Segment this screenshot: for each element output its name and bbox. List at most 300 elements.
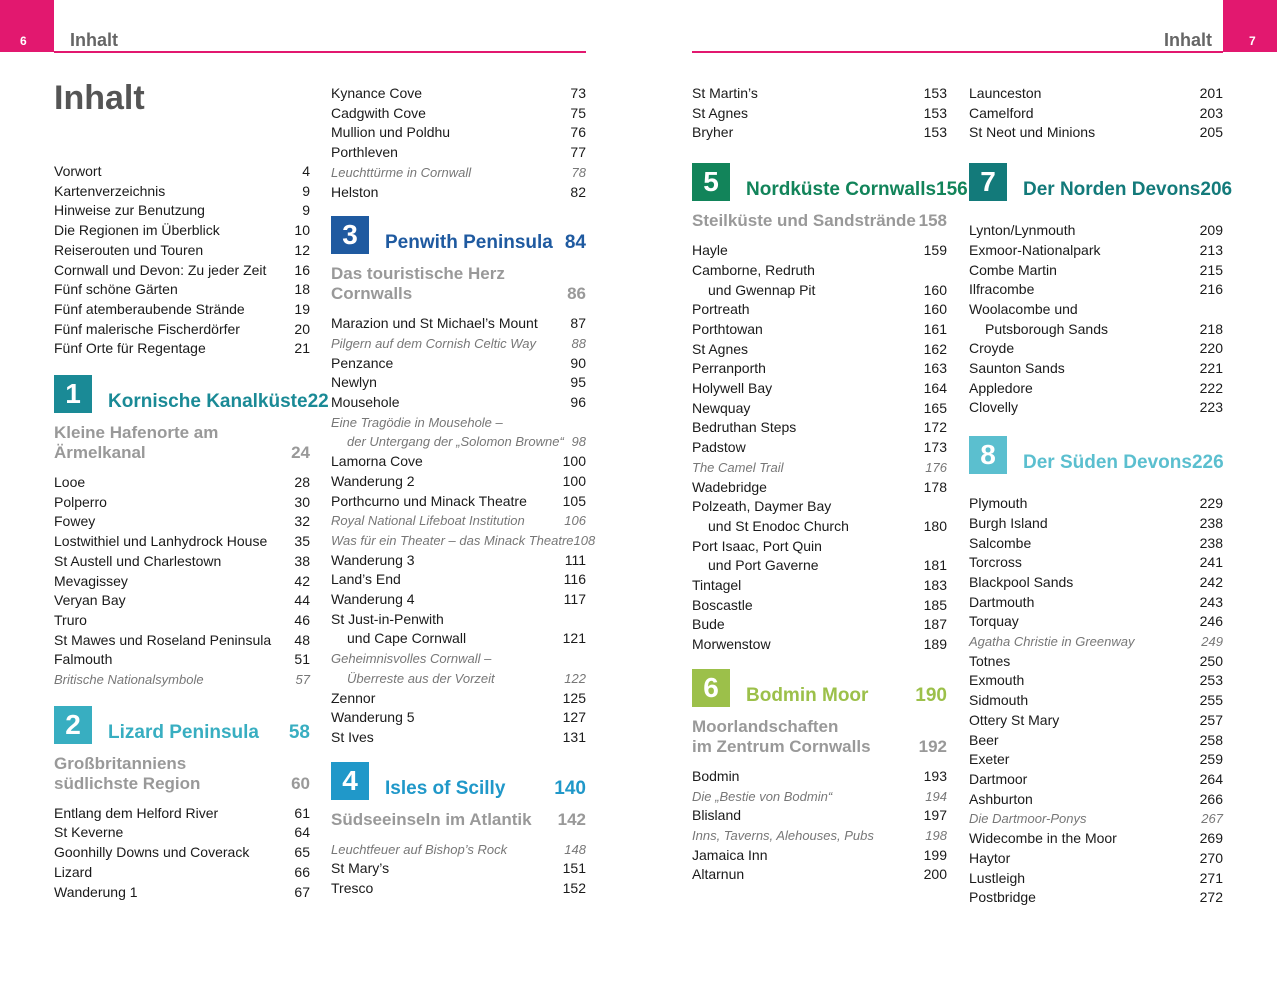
toc-entry (331, 314, 586, 334)
toc-entry-title: Bryher (692, 124, 734, 141)
toc-entry-title: Fünf Orte für Regentage (54, 340, 206, 357)
toc-entry-title: Lustleigh (969, 869, 1026, 886)
toc-entry (54, 261, 310, 281)
toc-entry (969, 731, 1223, 751)
toc-entry-title: Bodmin (692, 767, 740, 784)
chapter-2-heading (54, 706, 310, 744)
toc-entry (969, 320, 1223, 340)
toc-entry-title: Wanderung 5 (331, 709, 415, 726)
toc-entry-page: 117 (563, 591, 586, 608)
toc-entry-title: St Mawes und Roseland Peninsula (54, 631, 272, 648)
toc-entry-page: 32 (294, 513, 310, 530)
toc-entry-title: Blisland (692, 807, 742, 824)
toc-entry (331, 708, 586, 728)
toc-entry-title: Ottery St Mary (969, 711, 1060, 728)
toc-entry-title: Penzance (331, 354, 394, 371)
toc-entry-page: 116 (563, 571, 586, 588)
toc-entry (692, 458, 947, 478)
chapter-7-list (969, 221, 1223, 418)
toc-entry-page: 250 (1199, 652, 1223, 669)
toc-entry-title: Bedruthan Steps (692, 419, 797, 436)
toc-entry-title: Veryan Bay (54, 592, 126, 609)
toc-entry (969, 790, 1223, 810)
toc-entry (692, 261, 947, 281)
toc-entry-title: Cornwall und Devon: Zu jeder Zeit (54, 261, 267, 278)
toc-entry-title: Blackpool Sands (969, 573, 1074, 590)
toc-entry (692, 438, 947, 458)
chapter-number-badge: 8 (969, 436, 1007, 474)
toc-entry (331, 840, 586, 860)
toc-entry-page: 193 (923, 767, 947, 784)
toc-entry-title: Dartmoor (969, 770, 1028, 787)
toc-entry-page: 269 (1199, 830, 1223, 847)
toc-entry-title: Leuchtfeuer auf Bishop’s Rock (331, 841, 508, 857)
right-running-head: Inhalt (1164, 30, 1212, 50)
toc-entry (692, 418, 947, 438)
toc-entry-page: 218 (1199, 320, 1223, 337)
toc-entry-page: 197 (923, 807, 947, 824)
chapter-7-heading (969, 163, 1233, 201)
toc-entry-page: 257 (1199, 711, 1223, 728)
toc-entry (331, 452, 586, 472)
toc-entry-page: 152 (562, 880, 586, 897)
toc-entry-title: Porthcurno und Minack Theatre (331, 492, 527, 509)
toc-entry (54, 611, 310, 631)
toc-entry-page: 65 (294, 844, 310, 861)
toc-entry-page: 9 (302, 182, 310, 199)
toc-entry (331, 84, 586, 104)
toc-entry-page: 272 (1199, 889, 1223, 906)
toc-entry-page: 209 (1199, 222, 1223, 239)
toc-entry (969, 750, 1223, 770)
toc-entry (54, 320, 310, 340)
toc-entry-title: Wanderung 4 (331, 591, 415, 608)
toc-entry (969, 514, 1223, 534)
toc-entry-title: Widecombe in the Moor (969, 830, 1117, 847)
toc-entry-title: Haytor (969, 849, 1011, 866)
toc-entry-page: 151 (562, 860, 586, 877)
toc-entry (331, 511, 586, 531)
toc-entry-page: 264 (1199, 770, 1223, 787)
toc-entry-title: Lamorna Cove (331, 453, 423, 470)
toc-entry-page: 108 (573, 532, 596, 548)
toc-entry-title: Exeter (969, 751, 1010, 768)
toc-entry-page: 12 (294, 241, 310, 258)
toc-entry-page: 57 (295, 672, 310, 688)
toc-entry-title: und Cape Cornwall (347, 630, 467, 647)
toc-entry-title: Beer (969, 731, 999, 748)
toc-entry (692, 300, 947, 320)
toc-entry-page: 38 (294, 552, 310, 569)
toc-entry (331, 373, 586, 393)
toc-entry (969, 849, 1223, 869)
toc-entry-title: Fünf atemberaubende Strände (54, 300, 245, 317)
toc-entry (692, 596, 947, 616)
toc-entry-title: Überreste aus der Vorzeit (347, 670, 495, 686)
toc-entry (54, 493, 310, 513)
toc-entry-title: Launceston (969, 85, 1042, 101)
toc-entry (54, 572, 310, 592)
toc-entry (692, 281, 947, 301)
toc-entry-title: Reiserouten und Touren (54, 241, 204, 258)
chapter-4-subtitle: Südseeinseln im Atlantik 142 (331, 809, 586, 829)
toc-entry-page: 76 (570, 124, 586, 141)
toc-entry-title: Morwenstow (692, 636, 771, 653)
toc-entry (331, 728, 586, 748)
toc-entry-title: Plymouth (969, 495, 1028, 512)
chapter-8-list (969, 494, 1223, 908)
toc-entry (54, 221, 310, 241)
toc-entry-title: Looe (54, 474, 86, 491)
toc-entry-page: 131 (562, 728, 586, 745)
toc-entry-title: Portreath (692, 301, 750, 318)
chapter-title: Lizard Peninsula 58 (108, 721, 310, 743)
toc-entry-title: Wanderung 1 (54, 883, 138, 900)
toc-entry (969, 379, 1223, 399)
chapter-3-list (331, 314, 596, 747)
toc-entry (331, 143, 586, 163)
toc-entry (969, 652, 1223, 672)
toc-entry-page: 87 (570, 315, 586, 332)
toc-entry-title: Royal National Lifeboat Institution (331, 513, 525, 529)
toc-entry-page: 153 (923, 85, 947, 101)
toc-entry-title: Was für ein Theater – das Minack Theatre (331, 532, 574, 548)
toc-entry-title: Jamaica Inn (692, 846, 768, 863)
toc-entry (331, 590, 586, 610)
toc-entry (54, 804, 310, 824)
toc-entry-title: St Keverne (54, 824, 124, 841)
chapter-8-heading (969, 436, 1223, 474)
toc-entry (54, 863, 310, 883)
chapter-title: Nordküste Cornwalls 156 (746, 179, 968, 201)
toc-entry-title: Perranporth (692, 360, 766, 377)
toc-entry-page: 238 (1199, 534, 1223, 551)
toc-entry-page: 148 (564, 841, 586, 857)
toc-entry (331, 879, 586, 899)
toc-entry (969, 261, 1223, 281)
toc-entry (54, 650, 310, 670)
chapter-4-heading (331, 762, 586, 800)
toc-entry-page: 222 (1199, 379, 1223, 396)
toc-entry-page: 241 (1199, 554, 1223, 571)
chapter-title: Bodmin Moor 190 (746, 684, 947, 706)
toc-entry-page: 61 (294, 804, 310, 821)
toc-entry-title: Cadgwith Cove (331, 104, 426, 121)
toc-entry-title: St Just-in-Penwith (331, 610, 444, 627)
chapter-6-subtitle: Moorlandschaften im Zentrum Cornwalls 192 (692, 716, 947, 756)
toc-entry-title: Porthtowan (692, 320, 763, 337)
toc-entry-page: 20 (294, 320, 310, 337)
toc-entry-page: 78 (571, 164, 586, 180)
toc-entry-title: Totnes (969, 652, 1011, 669)
left-page-corner (0, 0, 54, 52)
toc-entry-page: 187 (923, 616, 947, 633)
toc-entry-title: Lizard (54, 863, 93, 880)
toc-entry-page: 77 (570, 144, 586, 161)
toc-entry (692, 399, 947, 419)
toc-entry-title: Tintagel (692, 577, 742, 594)
toc-column-2 (331, 84, 596, 899)
chapter-2-list (54, 804, 310, 903)
toc-entry-title: Leuchttürme in Cornwall (331, 164, 472, 180)
toc-entry-page: 198 (925, 827, 947, 843)
toc-entry-title: Torcross (969, 554, 1022, 571)
toc-entry-title: der Untergang der „Solomon Browne“ (347, 434, 564, 450)
toc-entry (331, 492, 586, 512)
toc-entry (692, 865, 947, 885)
toc-entry-page: 100 (562, 453, 586, 470)
chapter-title: Der Norden Devons 206 (1023, 179, 1233, 201)
toc-entry-title: Holywell Bay (692, 380, 773, 397)
toc-entry-page: 259 (1199, 751, 1223, 768)
toc-entry-page: 246 (1199, 613, 1223, 630)
toc-entry-title: St Martin’s (692, 85, 758, 101)
toc-entry-page: 18 (294, 281, 310, 298)
chapter-5-heading (692, 163, 968, 201)
toc-entry-page: 270 (1199, 849, 1223, 866)
toc-entry-page: 125 (562, 689, 586, 706)
toc-entry (969, 398, 1223, 418)
toc-entry-page: 67 (294, 883, 310, 900)
toc-entry-title: St Mary’s (331, 860, 390, 877)
toc-entry-page: 122 (564, 670, 586, 686)
toc-entry-title: Croyde (969, 340, 1015, 357)
toc-entry (692, 359, 947, 379)
intro-list (54, 162, 310, 359)
toc-column-1 (54, 78, 329, 902)
toc-entry-page: 111 (564, 551, 586, 568)
toc-entry-title: Burgh Island (969, 514, 1048, 531)
toc-entry-title: Die Dartmoor-Ponys (969, 811, 1087, 827)
toc-entry-title: Fünf schöne Gärten (54, 281, 178, 298)
toc-entry-title: und Port Gaverne (708, 557, 819, 574)
left-page-number: 6 (20, 34, 27, 48)
toc-entry-page: 48 (294, 631, 310, 648)
toc-entry-title: Saunton Sands (969, 360, 1065, 377)
toc-entry-title: Agatha Christie in Greenway (969, 634, 1135, 650)
toc-entry-page: 200 (923, 866, 947, 883)
toc-entry-page: 213 (1199, 241, 1223, 258)
toc-entry-page: 243 (1199, 593, 1223, 610)
toc-entry-page: 9 (302, 202, 310, 219)
toc-entry (331, 629, 586, 649)
toc-entry (331, 354, 586, 374)
toc-entry-page: 75 (570, 104, 586, 121)
toc-entry (331, 472, 586, 492)
chapter-2-subtitle: Großbritanniens südlichste Region 60 (54, 753, 310, 793)
toc-entry (692, 537, 947, 557)
toc-entry (969, 829, 1223, 849)
toc-entry-page: 127 (562, 709, 586, 726)
toc-entry-page: 249 (1201, 634, 1223, 650)
toc-entry-page: 44 (294, 592, 310, 609)
toc-entry-page: 194 (925, 788, 947, 804)
toc-entry-title: Kynance Cove (331, 85, 423, 101)
toc-entry (969, 339, 1223, 359)
toc-entry-page: 180 (923, 517, 947, 534)
toc-entry (331, 104, 586, 124)
toc-entry-page: 220 (1199, 340, 1223, 357)
toc-entry-page: 242 (1199, 573, 1223, 590)
toc-entry-title: Dartmouth (969, 593, 1035, 610)
toc-entry-title: Hayle (692, 242, 728, 259)
chapter-4-continued-list (692, 84, 947, 143)
toc-entry-page: 223 (1199, 399, 1223, 416)
toc-entry-page: 21 (294, 340, 310, 357)
toc-entry (54, 473, 310, 493)
toc-entry-page: 176 (925, 459, 947, 475)
toc-entry-title: Inns, Taverns, Alehouses, Pubs (692, 827, 874, 843)
toc-entry-title: St Agnes (692, 340, 749, 357)
toc-entry-title: Sidmouth (969, 692, 1029, 709)
toc-entry-page: 164 (923, 380, 947, 397)
toc-entry (54, 339, 310, 359)
toc-entry (331, 649, 586, 669)
toc-entry (54, 201, 310, 221)
toc-entry-title: Newlyn (331, 374, 377, 391)
chapter-6-heading (692, 669, 947, 707)
toc-entry-page: 28 (294, 474, 310, 491)
toc-entry (969, 770, 1223, 790)
toc-entry-title: Land’s End (331, 571, 401, 588)
toc-column-3 (692, 84, 968, 885)
toc-entry (692, 806, 947, 826)
toc-entry (969, 869, 1223, 889)
toc-entry-title: Postbridge (969, 889, 1036, 906)
toc-entry (331, 551, 586, 571)
toc-entry-page: 253 (1199, 672, 1223, 689)
chapter-4-list (331, 840, 586, 899)
toc-entry-page: 189 (923, 636, 947, 653)
toc-entry (331, 334, 586, 354)
toc-entry (331, 570, 586, 590)
toc-entry (969, 241, 1223, 261)
toc-entry (692, 767, 947, 787)
toc-entry (692, 84, 947, 104)
toc-entry-page: 185 (923, 596, 947, 613)
toc-entry-page: 255 (1199, 692, 1223, 709)
toc-entry-title: Kartenverzeichnis (54, 182, 166, 199)
toc-entry-page: 10 (294, 222, 310, 239)
chapter-1-subtitle: Kleine Hafenorte am Ärmelkanal 24 (54, 423, 310, 463)
toc-entry-page: 42 (294, 572, 310, 589)
toc-entry-page: 221 (1199, 360, 1223, 377)
toc-entry-page: 165 (923, 399, 947, 416)
toc-entry-page: 153 (923, 104, 947, 121)
toc-entry (969, 221, 1223, 241)
toc-entry-page: 172 (923, 419, 947, 436)
toc-entry-title: Pilgern auf dem Cornish Celtic Way (331, 335, 536, 351)
chapter-1-list (54, 473, 310, 690)
chapter-number-badge: 5 (692, 163, 730, 201)
toc-entry-page: 199 (923, 846, 947, 863)
toc-column-4 (969, 84, 1233, 908)
toc-entry-title: Polperro (54, 493, 107, 510)
toc-entry-page: 95 (570, 374, 586, 391)
toc-entry (692, 340, 947, 360)
toc-entry-title: Ashburton (969, 790, 1033, 807)
toc-entry-title: Mullion und Poldhu (331, 124, 451, 141)
toc-entry-title: Die „Bestie von Bodmin“ (692, 788, 833, 804)
toc-entry-page: 181 (923, 557, 947, 574)
toc-entry-title: Torquay (969, 613, 1019, 630)
toc-entry-page: 159 (923, 242, 947, 259)
toc-entry-title: Eine Tragödie in Mousehole – (331, 414, 503, 430)
toc-entry-page: 160 (923, 301, 947, 318)
toc-entry-title: Wadebridge (692, 478, 767, 495)
toc-entry (692, 517, 947, 537)
toc-entry-page: 100 (562, 472, 586, 489)
toc-entry-page: 35 (294, 533, 310, 550)
chapter-3-subtitle: Das touristische Herz Cornwalls 86 (331, 264, 586, 304)
toc-entry-title: St Austell und Charlestown (54, 552, 222, 569)
toc-entry-page: 121 (562, 630, 586, 647)
toc-entry-title: St Neot und Minions (969, 124, 1096, 141)
toc-entry-page: 205 (1199, 124, 1223, 141)
toc-entry (331, 183, 586, 203)
toc-entry-page: 153 (923, 124, 947, 141)
left-header-rule (54, 51, 586, 53)
toc-entry (692, 787, 947, 807)
toc-entry-title: Appledore (969, 379, 1033, 396)
toc-entry (969, 632, 1223, 652)
toc-entry-page: 73 (570, 85, 586, 101)
toc-entry-title: Newquay (692, 399, 751, 416)
toc-entry-page: 215 (1199, 261, 1223, 278)
toc-entry-title: Mevagissey (54, 572, 128, 589)
toc-entry (692, 826, 947, 846)
toc-entry-title: Geheimnisvolles Cornwall – (331, 651, 492, 667)
chapter-2-continued-list (331, 84, 586, 202)
toc-entry-title: Zennor (331, 689, 376, 706)
chapter-number-badge: 2 (54, 706, 92, 744)
toc-entry-title: Clovelly (969, 399, 1019, 416)
toc-entry-title: Combe Martin (969, 261, 1057, 278)
chapter-6-continued-list (969, 84, 1223, 143)
toc-entry-page: 238 (1199, 514, 1223, 531)
toc-entry-page: 229 (1199, 495, 1223, 512)
chapter-6-list (692, 767, 947, 885)
toc-entry-page: 19 (294, 300, 310, 317)
toc-entry-page: 88 (571, 335, 586, 351)
toc-entry-page: 216 (1199, 281, 1223, 298)
toc-entry (692, 379, 947, 399)
chapter-1-heading (54, 375, 329, 413)
toc-entry-title: Woolacombe und (969, 300, 1078, 317)
toc-entry-title: Camelford (969, 104, 1034, 121)
toc-entry-page: 203 (1199, 104, 1223, 121)
toc-entry-title: Boscastle (692, 596, 753, 613)
toc-entry-page: 90 (570, 354, 586, 371)
toc-entry (54, 552, 310, 572)
toc-entry (969, 573, 1223, 593)
toc-entry-page: 201 (1199, 85, 1223, 101)
toc-entry-title: Porthleven (331, 144, 398, 161)
toc-entry (54, 843, 310, 863)
page-title: Inhalt (54, 79, 145, 117)
chapter-title: Der Süden Devons 226 (1023, 452, 1224, 474)
chapter-5-subtitle: Steilküste und Sandstrände 158 (692, 211, 947, 231)
toc-entry (969, 104, 1223, 124)
toc-entry-title: Mousehole (331, 394, 400, 411)
toc-entry-page: 178 (923, 478, 947, 495)
toc-entry (969, 123, 1223, 143)
toc-entry (969, 494, 1223, 514)
toc-entry (331, 610, 586, 630)
right-page-number: 7 (1249, 34, 1256, 48)
toc-entry-page: 46 (294, 611, 310, 628)
chapter-3-heading (331, 216, 586, 254)
